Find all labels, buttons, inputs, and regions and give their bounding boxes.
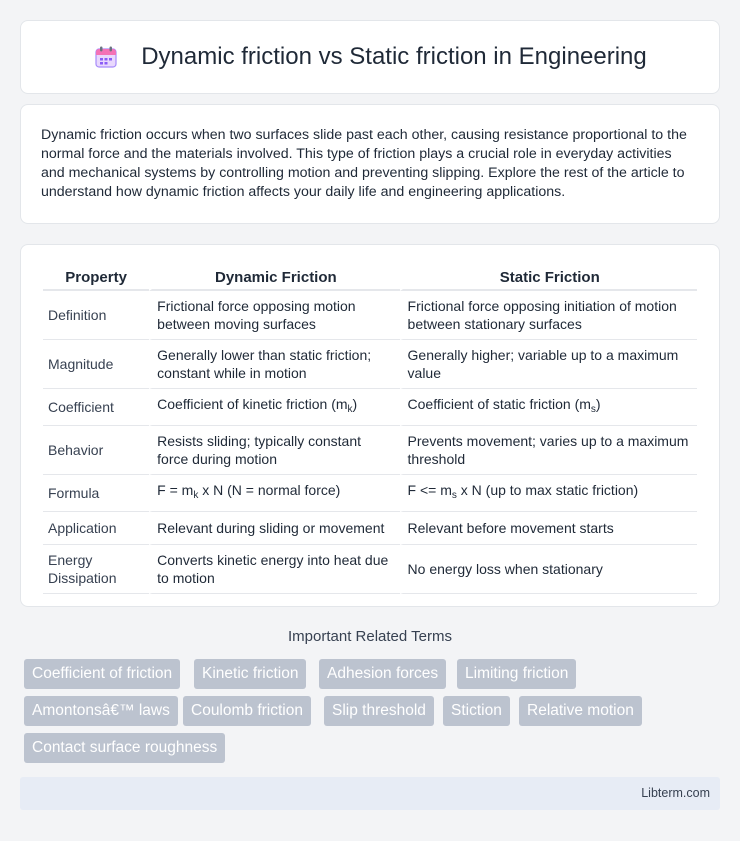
table-row (43, 475, 697, 512)
related-term-tag[interactable]: Coulomb friction (183, 696, 311, 726)
property-cell: Energy Dissipation (43, 545, 149, 594)
header-static: Static Friction (400, 265, 697, 291)
related-term-tag[interactable]: Adhesion forces (319, 659, 446, 689)
related-term-tag[interactable]: Coefficient of friction (24, 659, 180, 689)
static-cell: Prevents movement; varies up to a maximum threshold (400, 426, 697, 475)
header-property: Property (43, 265, 149, 291)
related-term-tag[interactable]: Relative motion (519, 696, 642, 726)
table-row (43, 291, 697, 340)
dynamic-cell: Relevant during sliding or movement (149, 512, 399, 545)
dynamic-cell: Frictional force opposing motion between moving surfaces (149, 291, 399, 340)
property-cell: Formula (43, 475, 149, 512)
comparison-table (43, 265, 697, 594)
static-cell: $F <= m_s$ x N (up to max static friction) (400, 475, 697, 512)
dynamic-cell: Resists sliding; typically constant force during motion (149, 426, 399, 475)
related-term-tag[interactable]: Amontonsâ€™ laws (24, 696, 178, 726)
dynamic-cell: Converts kinetic energy into heat due to motion (149, 545, 399, 594)
static-cell: No energy loss when stationary (400, 545, 697, 594)
header-card (20, 20, 720, 94)
static-cell: Relevant before movement starts (400, 512, 697, 545)
table-row (43, 340, 697, 389)
property-cell: Coefficient (43, 389, 149, 426)
related-term-tag[interactable]: Limiting friction (457, 659, 576, 689)
related-term-tag[interactable]: Kinetic friction (194, 659, 306, 689)
property-cell: Application (43, 512, 149, 545)
static-cell: Frictional force opposing initiation of motion between stationary surfaces (400, 291, 697, 340)
related-term-tag[interactable]: Contact surface roughness (24, 733, 225, 763)
static-cell: Generally higher; variable up to a maximum value (400, 340, 697, 389)
footer-site-link[interactable]: Libterm.com (641, 786, 710, 800)
dynamic-cell: $F = m_k$ x N (N = normal force) (149, 475, 399, 512)
intro-card (20, 104, 720, 224)
table-row (43, 389, 697, 426)
intro-text: Dynamic friction occurs when two surfaces slide past each other, causing resistance proportional to the normal force and the materials involved. This type of friction plays a crucial role in everyday activities and mechanical systems by controlling motion and preventing slipping. Explore the rest of the article to understand how dynamic friction affects your daily life and engineering applications. (41, 127, 687, 200)
static-cell: Coefficient of static friction $(m_s)$ (400, 389, 697, 426)
dynamic-cell: Generally lower than static friction; constant while in motion (149, 340, 399, 389)
property-cell: Definition (43, 291, 149, 340)
table-row (43, 426, 697, 475)
footer (20, 777, 720, 810)
page-title: Dynamic friction vs Static friction in Engineering (141, 43, 647, 70)
property-cell: Behavior (43, 426, 149, 475)
property-cell: Magnitude (43, 340, 149, 389)
dynamic-cell: Coefficient of kinetic friction $(m_k)$ (149, 389, 399, 426)
related-terms-title: Important Related Terms (288, 628, 452, 645)
header-dynamic: Dynamic Friction (149, 265, 399, 291)
related-term-tag[interactable]: Slip threshold (324, 696, 434, 726)
calendar-icon (93, 44, 119, 70)
related-term-tag[interactable]: Stiction (443, 696, 510, 726)
table-row (43, 545, 697, 594)
table-row (43, 512, 697, 545)
table-header-row (43, 265, 697, 291)
comparison-table-card (20, 244, 720, 607)
